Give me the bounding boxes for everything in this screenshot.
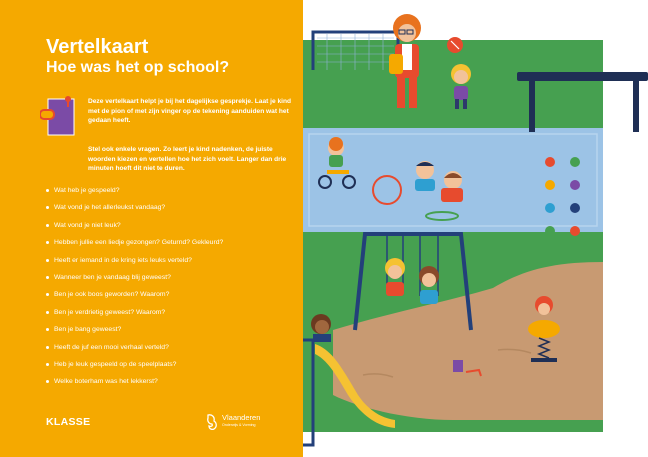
bullet-icon xyxy=(46,380,49,383)
bullet-icon xyxy=(46,189,49,192)
list-item xyxy=(46,186,223,203)
list-item xyxy=(46,290,223,307)
klasse-logo: KLASSE xyxy=(46,416,91,428)
question-list xyxy=(46,186,223,395)
question-text: Heb je leuk gespeeld op de speelplaats? xyxy=(54,360,177,368)
question-text: Heeft er iemand in de kring iets leuks verteld? xyxy=(54,256,192,264)
question-text: Ben je bang geweest? xyxy=(54,326,122,334)
list-item xyxy=(46,343,223,360)
list-item xyxy=(46,256,223,273)
list-item xyxy=(46,325,223,342)
list-item xyxy=(46,360,223,377)
list-item xyxy=(46,273,223,290)
question-text: Wanneer ben je vandaag blij geweest? xyxy=(54,273,171,281)
page-title: Vertelkaart xyxy=(46,36,149,58)
question-text: Heeft de juf een mooi verhaal verteld? xyxy=(54,343,169,351)
list-item xyxy=(46,203,223,220)
intro-paragraph-1: Deze vertelkaart helpt je bij het dagelijkse gesprekje. Laat je kind met de pion of met zijn vinger op de tekening aanduiden wat het gedaan heeft. xyxy=(88,98,292,125)
bullet-icon xyxy=(46,224,49,227)
list-item xyxy=(46,308,223,325)
question-text: Wat vond je het allerleukst vandaag? xyxy=(54,204,166,212)
question-text: Wat vond je niet leuk? xyxy=(54,221,121,229)
bullet-icon xyxy=(46,363,49,366)
story-card-icon xyxy=(40,96,80,138)
question-text: Ben je ook boos geworden? Waarom? xyxy=(54,291,170,299)
vlaanderen-logo-text: Vlaanderen xyxy=(222,413,261,422)
question-text: Hebben jullie een liedje gezongen? Geturnd? Gekleurd? xyxy=(54,239,224,247)
bullet-icon xyxy=(46,311,49,314)
bullet-icon xyxy=(46,346,49,349)
bullet-icon xyxy=(46,276,49,279)
intro-paragraph-2: Stel ook enkele vragen. Zo leert je kind nadenken, de juiste woorden kiezen en vertellen hoe het zich voelt. Langer dan drie minuten hoeft dit niet te duren. xyxy=(88,146,287,173)
list-item xyxy=(46,221,223,238)
list-item xyxy=(46,377,223,394)
page-subtitle: Hoe was het op school? xyxy=(46,59,230,76)
question-text: Ben je verdrietig geweest? Waarom? xyxy=(54,308,166,316)
playground-illustration xyxy=(303,0,648,457)
list-item xyxy=(46,238,223,255)
bullet-icon xyxy=(46,241,49,244)
vlaanderen-logo-subtitle: Onderwijs & Vorming xyxy=(222,423,256,427)
bullet-icon xyxy=(46,259,49,262)
bullet-icon xyxy=(46,293,49,296)
bullet-icon xyxy=(46,328,49,331)
bullet-icon xyxy=(46,206,49,209)
vlaanderen-lion-icon xyxy=(205,413,219,431)
question-text: Welke boterham was het lekkerst? xyxy=(54,378,158,386)
info-panel xyxy=(0,0,303,457)
question-text: Wat heb je gespeeld? xyxy=(54,187,120,194)
